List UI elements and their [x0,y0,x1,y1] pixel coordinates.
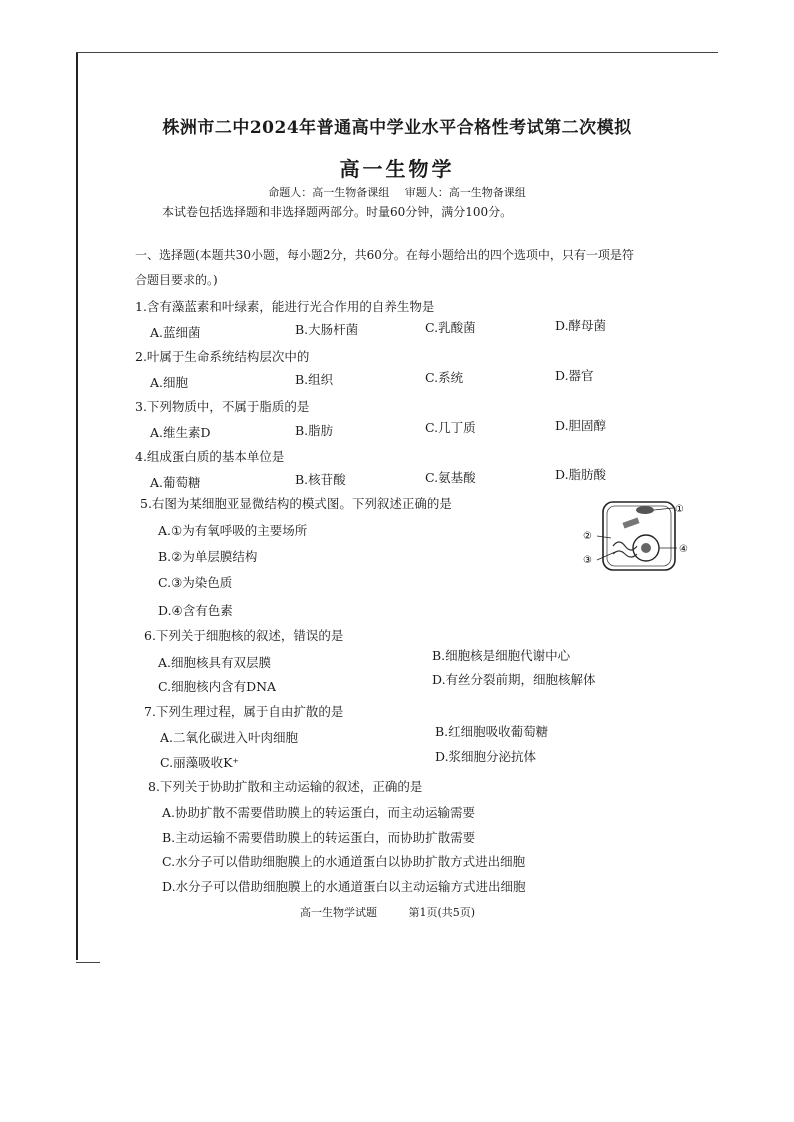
option: B.红细胞吸收葡萄糖 [435,724,549,739]
option: B.脂肪 [295,423,334,438]
option: A.①为有氧呼吸的主要场所 [158,523,308,538]
option: C.③为染色质 [158,575,233,590]
option: D.有丝分裂前期，细胞核解体 [432,672,596,687]
option: D.④含有色素 [158,603,233,618]
footer-page-number: 第1页(共5页) [408,906,476,919]
question-stem: 4.组成蛋白质的基本单位是 [135,449,285,464]
diagram-label: ③ [583,555,592,566]
option: C.几丁质 [425,420,476,435]
option: D.胆固醇 [555,418,607,433]
option: B.组织 [295,372,334,387]
exam-intro: 本试卷包括选择题和非选择题两部分。时量60分钟，满分100分。 [162,205,513,219]
option: C.丽藻吸收K⁺ [160,755,240,770]
label-line [597,552,615,560]
question-stem: 2.叶属于生命系统结构层次中的 [135,349,310,364]
option: D.酵母菌 [555,318,607,333]
section-heading: 一、选择题(本题共30小题，每小题2分，共60分。在每小题给出的四个选项中，只有一项是符 [135,248,634,262]
option: B.细胞核是细胞代谢中心 [432,648,571,663]
label-line [597,536,611,538]
option: C.水分子可以借助细胞膜上的水通道蛋白以协助扩散方式进出细胞 [162,854,526,869]
question-stem: 3.下列物质中，不属于脂质的是 [135,399,310,414]
option: D.水分子可以借助细胞膜上的水通道蛋白以主动运输方式进出细胞 [162,879,526,894]
option: D.浆细胞分泌抗体 [435,749,537,764]
organelle-shape [622,517,639,528]
mitochondrion-shape [636,506,654,514]
question-stem: 7.下列生理过程，属于自由扩散的是 [144,704,344,719]
option: B.②为单层膜结构 [158,549,258,564]
diagram-label: ① [675,504,684,515]
section-heading-cont: 合题目要求的。) [135,273,218,287]
option: B.核苷酸 [295,472,346,487]
option: B.大肠杆菌 [295,322,359,337]
cell-diagram [583,496,693,576]
option: D.器官 [555,368,594,383]
option: A.蓝细菌 [150,325,201,340]
authors-line [0,184,794,200]
option: D.脂肪酸 [555,467,607,482]
diagram-label: ④ [679,544,688,555]
option: A.细胞 [150,375,189,390]
option: A.协助扩散不需要借助膜上的转运蛋白，而主动运输需要 [162,805,476,820]
option: A.维生素D [150,425,211,440]
question-stem: 6.下列关于细胞核的叙述，错误的是 [144,628,344,643]
option: A.葡萄糖 [150,475,201,490]
footer-subject: 高一生物学试题 [300,906,377,919]
setter-label: 命题人：高一生物备课组 [268,186,390,199]
question-stem: 8.下列关于协助扩散和主动运输的叙述，正确的是 [148,779,423,794]
reviewer-label: 审题人：高一生物备课组 [404,186,526,199]
option: A.细胞核具有双层膜 [158,655,272,670]
cell-membrane [607,506,671,566]
page-footer [300,904,503,920]
nucleolus-shape [641,543,651,553]
option: A.二氧化碳进入叶肉细胞 [160,730,299,745]
question-stem: 1.含有藻蓝素和叶绿素，能进行光合作用的自养生物是 [135,299,435,314]
subject-title: 高一生物学 [339,157,455,181]
diagram-label: ② [583,531,592,542]
exam-title: 株洲市二中2024年普通高中学业水平合格性考试第二次模拟 [162,118,632,138]
option: C.细胞核内含有DNA [158,679,277,694]
option: C.乳酸菌 [425,320,476,335]
option: C.系统 [425,370,464,385]
option: B.主动运输不需要借助膜上的转运蛋白，而协助扩散需要 [162,830,476,845]
question-stem: 5.右图为某细胞亚显微结构的模式图。下列叙述正确的是 [140,496,452,511]
option: C.氨基酸 [425,470,476,485]
